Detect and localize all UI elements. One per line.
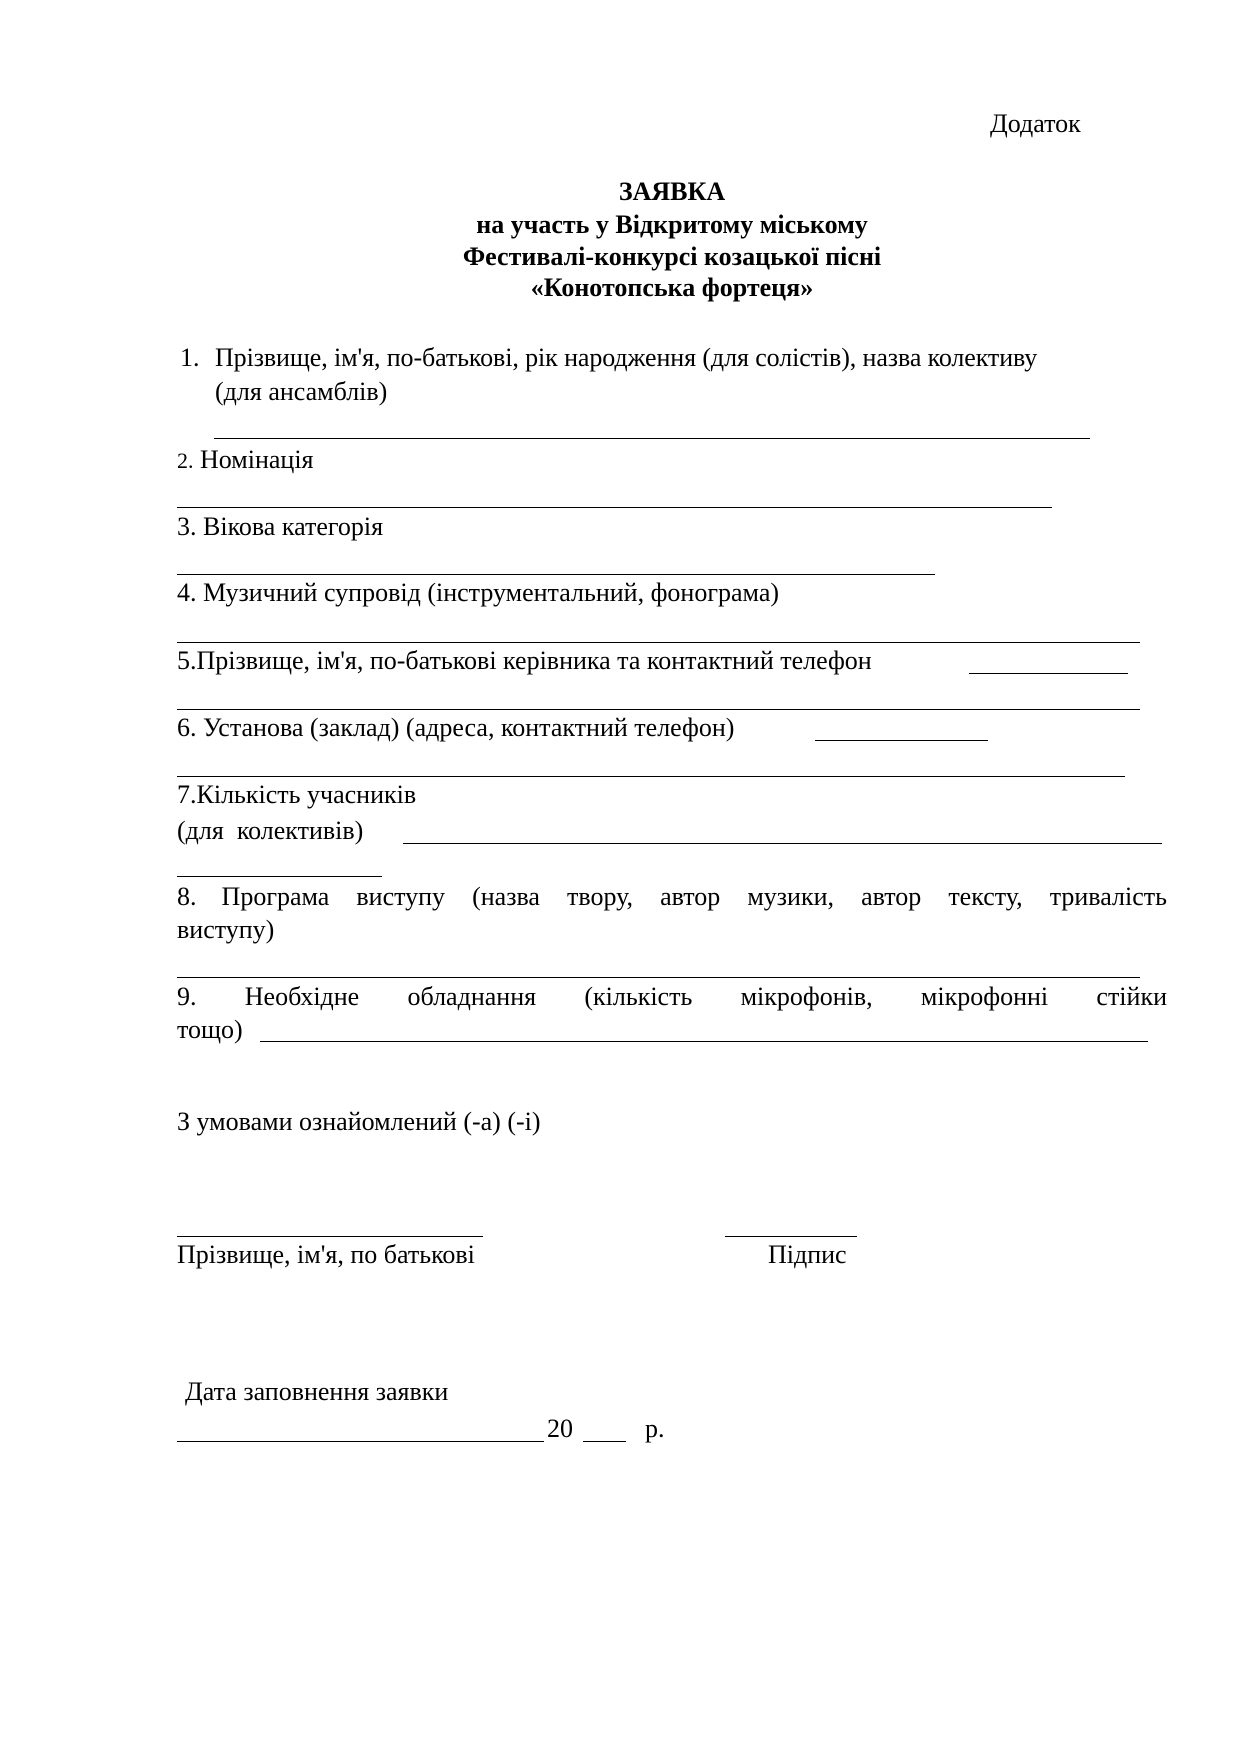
item-8-label	[177, 884, 1167, 910]
item-7-label	[177, 782, 416, 808]
item-8-word: тексту,	[948, 882, 1023, 911]
item-1-number: 1.	[180, 343, 200, 372]
form-subtitle-line3: «Конотопська фортеця»	[530, 273, 814, 302]
year-prefix: 20	[547, 1414, 573, 1443]
item-5-input-line[interactable]	[177, 709, 1140, 710]
item-8-word: автор	[660, 882, 721, 911]
item-9-word: мікрофонів,	[740, 982, 873, 1011]
item-9-label	[177, 984, 1167, 1010]
item-2-text: Номінація	[200, 445, 314, 474]
item-8-word: (назва	[472, 882, 540, 911]
item-8-word: музики,	[747, 882, 835, 911]
date-input-line[interactable]	[177, 1441, 544, 1442]
year-input-line[interactable]	[583, 1441, 626, 1442]
item-4-label	[177, 580, 779, 606]
item-8-word: Програма	[221, 882, 330, 911]
item-2-label	[177, 447, 314, 473]
item-6-input-line[interactable]	[177, 776, 1125, 777]
item-6-number: 6.	[177, 713, 197, 742]
name-signature-line[interactable]	[177, 1236, 483, 1237]
item-9-word: стійки	[1096, 982, 1167, 1011]
year-suffix: р.	[645, 1414, 665, 1443]
item-9-label-cont: тощо)	[177, 1015, 243, 1044]
item-4-input-line[interactable]	[177, 642, 1140, 643]
form-subtitle-line2: Фестивалі-конкурсі козацької пісні	[462, 242, 882, 271]
item-5-inline-input-line[interactable]	[969, 673, 1128, 674]
item-3-text: Вікова категорія	[203, 512, 384, 541]
form-subtitle-line1: на участь у Відкритому міському	[476, 210, 868, 239]
item-5-label	[177, 648, 872, 674]
item-9-word: (кількість	[584, 982, 693, 1011]
form-title: ЗАЯВКА	[618, 177, 726, 206]
item-8-label-cont: виступу)	[177, 915, 275, 944]
item-1-input-line[interactable]	[214, 438, 1090, 439]
item-6-label	[177, 715, 734, 741]
item-4-number: 4.	[177, 578, 197, 607]
item-8-input-line[interactable]	[177, 977, 1140, 978]
name-caption: Прізвище, ім'я, по батькові	[177, 1240, 475, 1269]
acknowledgement-text: З умовами ознайомлений (-а) (-і)	[177, 1107, 541, 1136]
item-7-number: 7.	[177, 780, 197, 809]
item-8-number: 8.	[177, 882, 197, 911]
item-9-input-line[interactable]	[260, 1041, 1148, 1042]
item-2-input-line[interactable]	[177, 507, 1052, 508]
date-label: Дата заповнення заявки	[185, 1377, 449, 1406]
item-5-number: 5.	[177, 646, 197, 675]
item-9-word: обладнання	[407, 982, 537, 1011]
signature-caption: Підпис	[768, 1240, 847, 1269]
item-1-label-cont: (для ансамблів)	[215, 377, 388, 406]
item-7-input-line[interactable]	[403, 843, 1162, 844]
item-7-label-cont: (для колективів)	[177, 816, 364, 845]
item-8-word: тривалість	[1049, 882, 1167, 911]
item-3-number: 3.	[177, 512, 197, 541]
appendix-label: Додаток	[990, 109, 1081, 138]
item-6-inline-input-line[interactable]	[815, 740, 988, 741]
item-8-word: твору,	[567, 882, 634, 911]
item-3-label	[177, 514, 383, 540]
item-7-input-line-cont[interactable]	[177, 876, 382, 877]
item-5-text: Прізвище, ім'я, по-батькові керівника та контактний телефон	[196, 646, 872, 675]
item-8-word: автор	[861, 882, 922, 911]
item-3-input-line[interactable]	[177, 574, 935, 575]
item-9-number: 9.	[177, 982, 197, 1011]
item-9-word: Необхідне	[244, 982, 360, 1011]
item-9-word: мікрофонні	[920, 982, 1049, 1011]
item-4-text: Музичний супровід (інструментальний, фонограма)	[203, 578, 780, 607]
item-8-word: виступу	[356, 882, 446, 911]
item-1-label: Прізвище, ім'я, по-батькові, рік народження (для солістів), назва колективу	[215, 343, 1038, 372]
item-6-text: Установа (заклад) (адреса, контактний телефон)	[203, 713, 735, 742]
item-2-number: 2.	[177, 448, 194, 473]
signature-line[interactable]	[725, 1236, 857, 1237]
item-7-text: Кількість учасників	[196, 780, 417, 809]
